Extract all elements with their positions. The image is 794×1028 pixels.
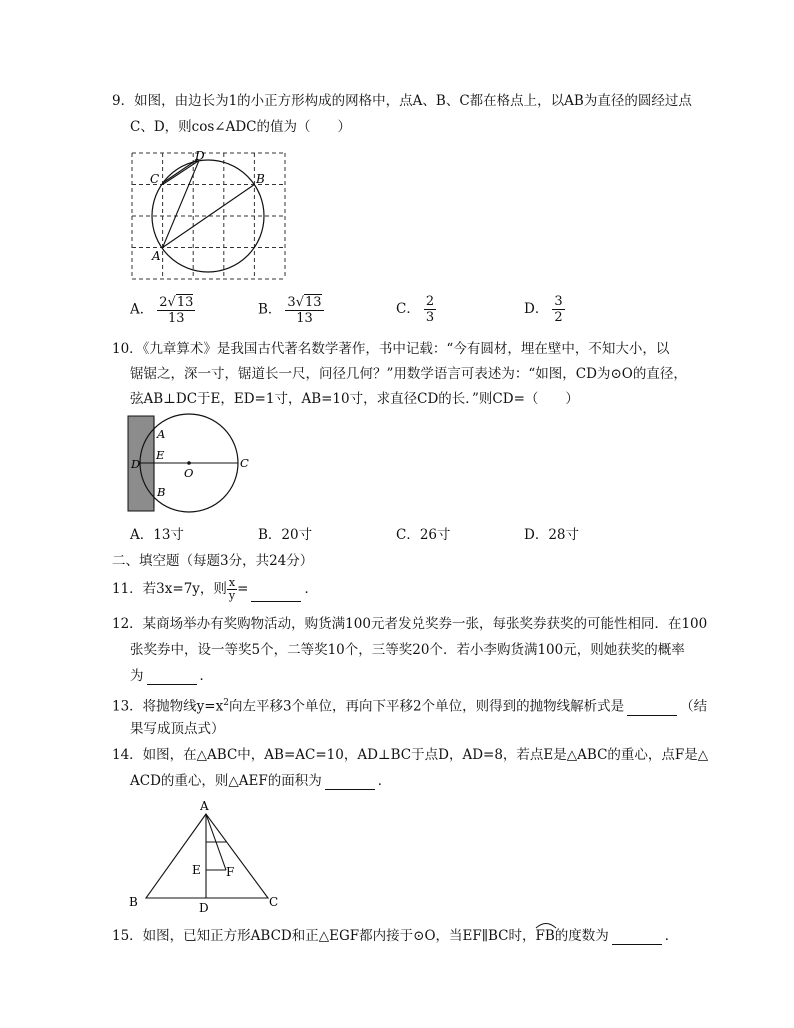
q9-option-d-frac — [552, 294, 564, 325]
q9-option-d-label: D． — [524, 301, 549, 317]
q14-label-E: E — [192, 863, 201, 877]
q10-label-A: A — [157, 427, 166, 441]
q9-c-num: 2 — [425, 294, 435, 309]
q9-b-den: 13 — [296, 311, 313, 326]
q11-answer-blank[interactable] — [251, 587, 301, 602]
q9-b-rad: 13 — [305, 295, 322, 310]
q15-mid: 的度数为 — [554, 928, 609, 944]
q11-frac-num: x — [228, 576, 236, 589]
q10-label-B: B — [157, 485, 166, 499]
q14-line2-prefix: ACD的重心，则△AEF的面积为 — [130, 773, 322, 789]
q15-answer-blank[interactable] — [612, 930, 662, 945]
q10-option-a: A．13寸 — [130, 527, 184, 543]
q9-label-D: D — [195, 149, 205, 163]
q9-option-c — [396, 294, 436, 325]
q13-prefix: 13．将抛物线y=x — [112, 698, 224, 715]
q13-superscript: 2 — [223, 698, 229, 708]
q9-a-coef: 2 — [159, 295, 168, 310]
q9-line1: 9．如图，由边长为1的小正方形构成的网格中，点A、B、C都在格点上，以AB为直径的圆经过点 — [112, 93, 692, 109]
q14-line1: 14．如图，在△ABC中，AB=AC=10，AD⊥BC于点D，AD=8，若点E是△ABC的重心，点F是△ — [112, 747, 709, 763]
q14-label-D: D — [199, 901, 209, 915]
q9-c-den: 3 — [425, 310, 435, 325]
q9-d-num: 3 — [554, 294, 563, 309]
q9-label-C: C — [150, 172, 160, 186]
q15-arc-mark — [535, 921, 557, 929]
q9-option-c-frac — [424, 294, 436, 325]
q11-frac — [227, 577, 237, 602]
q12-answer-blank[interactable] — [147, 670, 197, 685]
q13-line2: 果写成顶点式） — [130, 721, 225, 737]
q10-option-b: B．20寸 — [258, 527, 313, 543]
q11-prefix: 11．若3x=7y，则 — [112, 581, 227, 597]
q13-answer-blank[interactable] — [627, 701, 677, 716]
q12-line3-prefix: 为 — [130, 668, 144, 684]
q15-prefix: 15．如图，已知正方形ABCD和正△EGF都内接于⊙O，当EF∥BC时， — [112, 928, 536, 944]
q9-line2: C、D，则cos∠ADC的值为（ ） — [130, 119, 351, 135]
q10-label-D: D — [131, 457, 141, 471]
q13-end: （结 — [680, 698, 708, 715]
q13-line1 — [112, 694, 707, 716]
q10-label-O: O — [184, 466, 194, 480]
q14-line2 — [130, 772, 391, 790]
q14-line2-end: ． — [377, 773, 392, 789]
q10-line1: 10．《九章算术》是我国古代著名数学著作，书中记载：“今有圆材，埋在壁中，不知大小，以 — [112, 341, 670, 357]
q10-circle-figure — [128, 412, 258, 514]
q11-suffix: = — [237, 581, 249, 597]
q9-option-a-frac: 2√ 13 13 — [159, 295, 194, 326]
q10-line2: 锯锯之，深一寸，锯道长一尺，问径几何？”用数学语言可表述为：“如图，CD为⊙O的直径， — [130, 366, 687, 382]
q15-arc — [535, 927, 554, 945]
q9-label-A: A — [152, 249, 161, 263]
q14-label-A: A — [200, 799, 209, 813]
q11-end: ． — [304, 581, 318, 597]
q9-option-b — [258, 294, 324, 326]
q9-grid-figure — [128, 148, 288, 283]
q9-option-b-frac: 3√ 13 13 — [287, 295, 322, 326]
q9-label-B: B — [256, 172, 265, 186]
q10-label-C: C — [240, 456, 249, 470]
q11-line — [112, 577, 318, 602]
q14-label-C: C — [269, 895, 279, 909]
q12-line3 — [130, 667, 213, 685]
q9-a-den: 13 — [168, 311, 185, 326]
q9-option-b-label: B． — [258, 301, 282, 318]
q11-frac-den: y — [228, 589, 236, 602]
q10-option-d: D．28寸 — [524, 527, 580, 543]
q9-option-a-label: A． — [130, 301, 154, 318]
q9-b-coef: 3 — [287, 295, 296, 310]
q15-arc-label: FB — [535, 928, 555, 944]
q12-line2: 张奖券中，设一等奖5个，二等奖10个，三等奖20个．若小李购货满100元，则她获奖的概率 — [130, 642, 685, 658]
q10-option-c: C．26寸 — [396, 527, 451, 543]
q9-a-rad: 13 — [176, 295, 194, 310]
q14-label-B: B — [129, 895, 138, 909]
q14-label-F: F — [226, 865, 235, 879]
q9-option-c-label: C． — [396, 301, 420, 317]
q15-line — [112, 927, 678, 945]
q10-label-E: E — [156, 448, 165, 462]
q15-end: ． — [664, 928, 679, 944]
q14-triangle-figure — [126, 798, 286, 916]
q9-option-a — [130, 294, 195, 326]
q13-mid: 向左平移3个单位，再向下平移2个单位，则得到的抛物线解析式是 — [228, 698, 625, 715]
q10-line3: 弦AB⊥DC于E，ED=1寸，AB=10寸，求直径CD的长．”则CD=（ ） — [130, 391, 579, 407]
q12-line3-end: ． — [199, 668, 213, 684]
q9-option-d — [524, 294, 565, 325]
section2-title: 二、填空题（每题3分，共24分） — [112, 553, 314, 569]
q14-answer-blank[interactable] — [325, 775, 375, 790]
q12-line1: 12．某商场举办有奖购物活动，购货满100元者发兑奖券一张，每张奖券获奖的可能性相同．在100 — [112, 616, 708, 632]
q9-d-den: 2 — [554, 310, 563, 325]
